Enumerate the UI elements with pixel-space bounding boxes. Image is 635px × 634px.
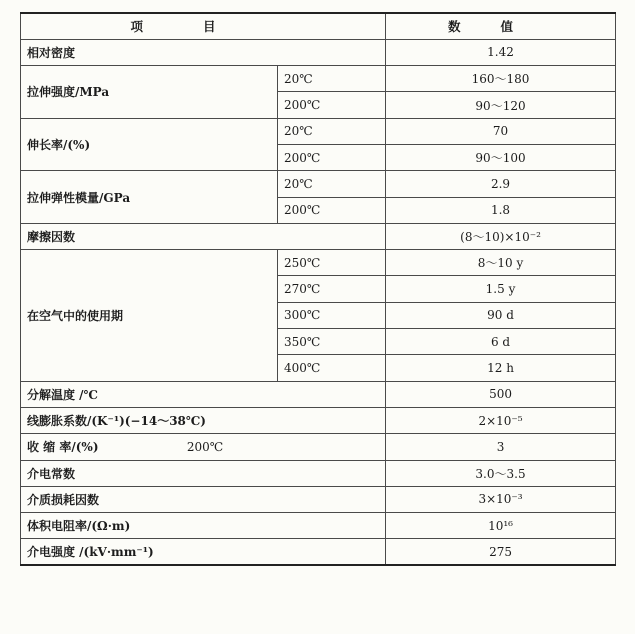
table-header-row: [21, 13, 616, 39]
row-value-life-5: 12 h: [386, 355, 616, 381]
row-value-modulus-2: 1.8: [386, 197, 616, 223]
table-row: [21, 118, 616, 144]
row-cond-modulus-1: 20℃: [278, 171, 386, 197]
row-value-density: 1.42: [386, 39, 616, 65]
properties-table: [20, 12, 616, 566]
row-value-tensile-1: 160～180: [386, 66, 616, 92]
table-row: [21, 66, 616, 92]
table-row: [21, 250, 616, 276]
row-name-expansion: 线膨胀系数/(K⁻¹)(−14～38℃): [21, 407, 386, 433]
row-name-friction: 摩擦因数: [21, 223, 386, 249]
table-row: [21, 513, 616, 539]
row-value-loss-factor: 3×10⁻³: [386, 486, 616, 512]
shrinkage-cond: 200℃: [186, 440, 224, 455]
row-name-dielectric-strength: 介电强度 /(kV·mm⁻¹): [21, 539, 386, 565]
row-cond-life-2: 270℃: [278, 276, 386, 302]
row-value-decomp: 500: [386, 381, 616, 407]
row-value-life-1: 8～10 y: [386, 250, 616, 276]
row-value-tensile-2: 90～120: [386, 92, 616, 118]
row-value-life-2: 1.5 y: [386, 276, 616, 302]
row-cond-tensile-2: 200℃: [278, 92, 386, 118]
row-name-elongation: 伸长率/(%): [21, 118, 278, 171]
table-row: [21, 407, 616, 433]
row-cond-tensile-1: 20℃: [278, 66, 386, 92]
row-value-elongation-1: 70: [386, 118, 616, 144]
row-name-shrinkage: [21, 434, 386, 460]
row-cond-elongation-1: 20℃: [278, 118, 386, 144]
table-row: [21, 171, 616, 197]
table-row: [21, 434, 616, 460]
header-item: 项目: [21, 13, 386, 39]
table-row: [21, 39, 616, 65]
row-cond-life-5: 400℃: [278, 355, 386, 381]
row-value-dielectric-const: 3.0～3.5: [386, 460, 616, 486]
row-value-resistivity: 10¹⁶: [386, 513, 616, 539]
row-value-friction: (8～10)×10⁻²: [386, 223, 616, 249]
row-cond-life-1: 250℃: [278, 250, 386, 276]
row-name-loss-factor: 介质损耗因数: [21, 486, 386, 512]
row-name-tensile: 拉伸强度/MPa: [21, 66, 278, 119]
row-value-life-4: 6 d: [386, 329, 616, 355]
row-cond-elongation-2: 200℃: [278, 144, 386, 170]
row-name-density: 相对密度: [21, 39, 386, 65]
row-name-resistivity: 体积电阻率/(Ω·m): [21, 513, 386, 539]
row-name-modulus: 拉伸弹性模量/GPa: [21, 171, 278, 224]
table-row: [21, 223, 616, 249]
row-name-decomp: 分解温度 /℃: [21, 381, 386, 407]
table-row: [21, 539, 616, 565]
row-name-service-life: 在空气中的使用期: [21, 250, 278, 381]
header-value: 数值: [386, 13, 616, 39]
table-row: [21, 381, 616, 407]
row-value-expansion: 2×10⁻⁵: [386, 407, 616, 433]
row-value-dielectric-strength: 275: [386, 539, 616, 565]
row-value-elongation-2: 90～100: [386, 144, 616, 170]
row-cond-modulus-2: 200℃: [278, 197, 386, 223]
row-value-modulus-1: 2.9: [386, 171, 616, 197]
row-cond-life-3: 300℃: [278, 302, 386, 328]
row-cond-life-4: 350℃: [278, 329, 386, 355]
shrinkage-label: 收 缩 率/(%): [27, 440, 99, 455]
row-value-shrinkage: 3: [386, 434, 616, 460]
table-row: [21, 460, 616, 486]
row-name-dielectric-const: 介电常数: [21, 460, 386, 486]
row-value-life-3: 90 d: [386, 302, 616, 328]
table-row: [21, 486, 616, 512]
